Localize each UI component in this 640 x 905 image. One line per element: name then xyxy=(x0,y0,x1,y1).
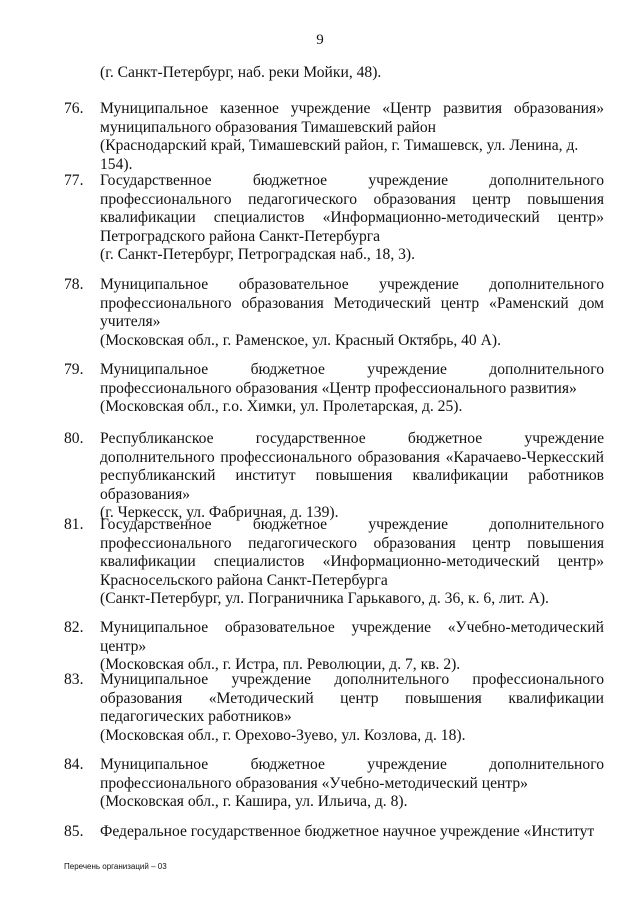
organization-name: Муниципальное образовательное учреждение «Учебно-методический центр» xyxy=(100,619,604,655)
continued-address: (г. Санкт-Петербург, наб. реки Мойки, 48). xyxy=(100,64,382,81)
organization-name: Государственное бюджетное учреждение дополнительного профессионального педагогического образования центр повышения квалификации специалистов «Информационно-методический центр» Петроградского района Санкт-Петербурга xyxy=(100,172,604,245)
organization-address: (Московская обл., г. Кашира, ул. Ильича, д. 8). xyxy=(100,793,408,810)
item-number: 79. xyxy=(64,361,84,378)
page-number: 9 xyxy=(316,32,324,48)
list-item xyxy=(64,516,604,609)
list-item xyxy=(64,100,604,174)
organization-name: Муниципальное учреждение дополнительного профессионального образования «Методический центр повышения квалификации педагогических работников» xyxy=(100,671,604,725)
list-item xyxy=(64,361,604,417)
item-number: 84. xyxy=(64,756,84,773)
list-item xyxy=(64,430,604,523)
organization-address: (Московская обл., г. Истра, пл. Революции, д. 7, кв. 2). xyxy=(100,656,461,673)
organization-address: (г. Санкт-Петербург, Петроградская наб., 18, 3). xyxy=(100,246,416,263)
item-number: 78. xyxy=(64,276,84,293)
list-item xyxy=(64,756,604,812)
organization-address: (Санкт-Петербург, ул. Пограничника Гарькавого, д. 36, к. 6, лит. А). xyxy=(100,590,549,607)
list-item xyxy=(64,671,604,745)
organization-address: (Московская обл., г. Раменское, ул. Красный Октябрь, 40 А). xyxy=(100,331,501,349)
list-item xyxy=(64,276,604,350)
organization-name: Федеральное государственное бюджетное научное учреждение «Институт xyxy=(100,823,595,840)
organization-name: Муниципальное казенное учреждение «Центр развития образования» муниципального образования Тимашевский район xyxy=(100,100,604,136)
organization-name: Муниципальное бюджетное учреждение дополнительного профессионального образования «Центр профессионального развития» xyxy=(100,361,604,397)
organization-name: Государственное бюджетное учреждение дополнительного профессионального педагогического образования центр повышения квалификации специалистов «Информационно-методический центр» Красносельского района Санкт-Петербурга xyxy=(100,516,604,589)
item-number: 76. xyxy=(64,100,84,117)
organization-address: (г. Черкесск, ул. Фабричная, д. 139). xyxy=(100,504,339,521)
organization-address: (Краснодарский край, Тимашевский район, г. Тимашевск, ул. Ленина, д. 154). xyxy=(100,137,579,173)
list-item xyxy=(64,172,604,265)
list-item xyxy=(64,619,604,675)
organization-name: Муниципальное образовательное учреждение дополнительного профессионального образования Методический центр «Раменский дом учителя» xyxy=(100,276,604,330)
item-number: 83. xyxy=(64,671,84,688)
list-item xyxy=(64,823,604,842)
organization-name: Муниципальное бюджетное учреждение дополнительного профессионального образования «Учебно-методический центр» xyxy=(100,756,604,792)
page-footer: Перечень организаций – 03 xyxy=(64,862,167,871)
organization-name: Республиканское государственное бюджетное учреждение дополнительного профессионального образования «Карачаево-Черкесский республиканский институт повышения квалификации работников образования» xyxy=(100,430,604,503)
item-number: 77. xyxy=(64,172,84,189)
item-number: 82. xyxy=(64,619,84,636)
item-number: 80. xyxy=(64,430,84,447)
item-number: 81. xyxy=(64,516,84,533)
item-number: 85. xyxy=(64,823,84,840)
organization-address: (Московская обл., г. Орехово-Зуево, ул. Козлова, д. 18). xyxy=(100,726,466,744)
organization-address: (Московская обл., г.о. Химки, ул. Пролетарская, д. 25). xyxy=(100,398,463,415)
